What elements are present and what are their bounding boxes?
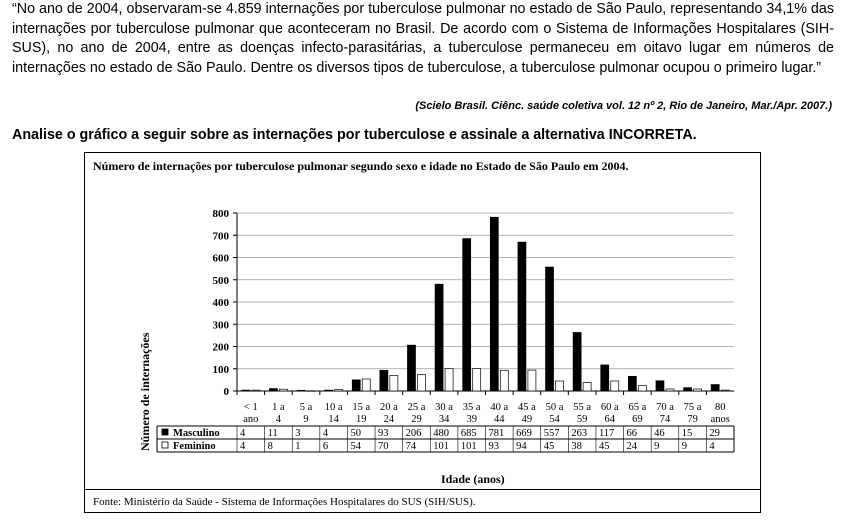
- table-value-masculino: 15: [681, 428, 693, 439]
- category-label-line2: ano: [243, 414, 259, 425]
- y-tick-label: 300: [212, 319, 229, 332]
- category-label-line1: 20 a: [379, 402, 398, 413]
- category-label-line2: 4: [275, 414, 282, 425]
- table-value-masculino: 480: [433, 428, 450, 439]
- table-value-masculino: 117: [598, 428, 615, 439]
- table-value-masculino: 4: [240, 428, 246, 439]
- table-value-feminino: 1: [295, 441, 301, 452]
- table-value-feminino: 45: [543, 441, 555, 452]
- table-value-feminino: 8: [267, 441, 273, 452]
- table-value-masculino: 781: [488, 428, 505, 439]
- bar-feminino-16: [694, 389, 702, 391]
- table-value-feminino: 94: [516, 441, 527, 452]
- category-label-line1: 1 a: [272, 402, 285, 413]
- legend-label-feminino: Feminino: [173, 441, 216, 452]
- table-value-feminino: 4: [709, 441, 715, 452]
- table-value-feminino: 101: [433, 441, 450, 452]
- bar-feminino-10: [528, 370, 536, 391]
- y-tick-label: 800: [212, 208, 229, 220]
- table-value-feminino: 54: [350, 441, 361, 452]
- bar-feminino-0: [252, 390, 260, 391]
- table-value-masculino: 206: [405, 428, 422, 439]
- bar-masculino-5: [380, 370, 388, 391]
- category-label-line2: 64: [604, 414, 615, 425]
- table-value-masculino: 685: [460, 428, 477, 439]
- bar-masculino-1: [269, 389, 277, 391]
- y-tick-label: 700: [212, 230, 229, 243]
- category-label-line2: 19: [356, 414, 367, 425]
- category-label-line1: 50 a: [545, 402, 564, 413]
- figure-separator: [85, 489, 760, 490]
- bar-feminino-9: [500, 370, 508, 391]
- table-value-masculino: 66: [626, 428, 638, 439]
- chart-title: Número de internações por tuberculose pulmonar segundo sexo e idade no Estado de São Paulo em 2004.: [93, 159, 629, 173]
- table-value-masculino: 3: [295, 428, 301, 439]
- table-value-feminino: 9: [654, 441, 660, 452]
- table-value-masculino: 93: [378, 428, 389, 439]
- bar-feminino-5: [390, 375, 398, 391]
- bar-masculino-3: [325, 390, 333, 391]
- category-label-line1: 10 a: [324, 402, 343, 413]
- category-label-line2: anos: [710, 414, 730, 425]
- table-value-feminino: 70: [378, 441, 389, 452]
- bar-masculino-13: [601, 365, 609, 391]
- category-label-line2: 9: [303, 414, 309, 425]
- y-tick-label: 400: [212, 297, 229, 309]
- table-value-masculino: 46: [654, 428, 665, 439]
- question-text: Analise o gráfico a seguir sobre as internações por tuberculose e assinale a alternativa INCORRETA.: [12, 127, 697, 143]
- bar-masculino-7: [435, 284, 443, 391]
- bar-masculino-16: [684, 388, 692, 391]
- y-tick-label: 500: [212, 274, 229, 287]
- table-value-feminino: 45: [598, 441, 610, 452]
- table-value-masculino: 4: [322, 428, 329, 439]
- category-label-line2: 49: [521, 414, 533, 425]
- y-axis-label: Número de internações: [138, 332, 152, 451]
- category-label-line2: 24: [383, 414, 395, 425]
- y-tick-label: 600: [212, 252, 229, 265]
- category-label-line1: 75 a: [683, 402, 702, 413]
- bar-feminino-13: [611, 381, 619, 391]
- bar-masculino-17: [711, 385, 719, 391]
- bar-masculino-9: [490, 217, 498, 391]
- bar-feminino-2: [307, 391, 315, 392]
- table-value-feminino: 9: [681, 441, 688, 452]
- category-label-line2: 69: [632, 414, 643, 425]
- y-tick-label: 100: [212, 363, 229, 376]
- category-label-line2: 14: [328, 414, 339, 425]
- table-value-feminino: 74: [405, 441, 417, 452]
- table-value-feminino: 101: [460, 441, 477, 452]
- intro-paragraph: “No ano de 2004, observaram-se 4.859 internações por tuberculose pulmonar no estado de São Paulo, representando 34,1% das internações por tuberculose pulmonar que aconteceram no Brasil. De acordo com o Sistema de Informações Hospitalares (SIH-SUS), no ano de 2004, entre as doenças infecto-parasitárias, a tuberculose permaneceu em oitavo lugar em números de internações no estado de São Paulo. Dentre os diversos tipos de tuberculose, a tuberculose pulmonar ocupou o primeiro lugar.”: [12, 1, 834, 76]
- bar-feminino-14: [638, 386, 646, 391]
- bar-masculino-14: [628, 376, 636, 391]
- bar-feminino-11: [556, 381, 564, 391]
- category-label-line1: 35 a: [462, 402, 481, 413]
- bar-masculino-15: [656, 381, 664, 391]
- bar-feminino-7: [445, 369, 453, 391]
- category-label-line1: 55 a: [573, 402, 592, 413]
- y-tick-label: 200: [212, 341, 229, 354]
- category-label-line1: 60 a: [600, 402, 619, 413]
- category-label-line2: 74: [659, 414, 671, 425]
- table-value-feminino: 93: [488, 441, 499, 452]
- category-label-line2: 54: [549, 414, 560, 425]
- y-tick-label: 0: [223, 386, 229, 398]
- category-label-line1: 40 a: [490, 402, 509, 413]
- table-value-feminino: 6: [322, 441, 329, 452]
- table-value-feminino: 4: [240, 441, 246, 452]
- category-label-line2: 79: [687, 414, 698, 425]
- table-value-masculino: 669: [516, 428, 532, 439]
- bar-feminino-8: [473, 369, 481, 391]
- table-value-feminino: 38: [571, 441, 582, 452]
- category-label-line1: 30 a: [435, 402, 453, 413]
- bar-feminino-12: [583, 383, 591, 391]
- table-value-masculino: 50: [350, 428, 361, 439]
- bar-masculino-12: [573, 332, 581, 391]
- bar-masculino-8: [463, 239, 471, 391]
- chart-svg: [85, 153, 760, 493]
- bar-feminino-6: [417, 375, 425, 391]
- bar-masculino-11: [546, 267, 554, 391]
- category-label-line2: 44: [494, 414, 505, 425]
- category-label-line1: 15 a: [352, 402, 371, 413]
- figure-source: Fonte: Ministério da Saúde - Sistema de Informações Hospitalares do SUS (SIH/SUS).: [93, 496, 476, 508]
- bar-feminino-1: [279, 389, 287, 391]
- bar-feminino-15: [666, 389, 674, 391]
- citation: (Scielo Brasil. Ciênc. saúde coletiva vol. 12 nº 2, Rio de Janeiro, Mar./Apr. 2007.): [415, 100, 832, 112]
- bar-masculino-10: [518, 242, 526, 391]
- table-value-masculino: 557: [543, 428, 560, 439]
- bar-masculino-4: [352, 380, 360, 391]
- x-axis-label: Idade (anos): [441, 472, 505, 486]
- bar-masculino-6: [407, 345, 415, 391]
- category-label-line1: 45 a: [518, 402, 536, 413]
- bar-masculino-2: [297, 390, 305, 391]
- chart-figure: [84, 152, 761, 513]
- bar-feminino-17: [721, 390, 729, 391]
- category-label-line1: 70 a: [656, 402, 674, 413]
- category-label-line2: 29: [411, 414, 422, 425]
- category-label-line2: 34: [438, 414, 450, 425]
- category-label-line1: < 1: [243, 402, 258, 413]
- legend-marker-masculino: [162, 429, 168, 435]
- category-label-line1: 25 a: [407, 402, 426, 413]
- bar-feminino-3: [335, 390, 343, 391]
- legend-marker-feminino: [162, 442, 168, 448]
- category-label-line1: 5 a: [299, 402, 313, 413]
- table-value-feminino: 24: [626, 441, 638, 452]
- bar-feminino-4: [362, 379, 370, 391]
- table-value-masculino: 11: [267, 428, 278, 439]
- category-label-line1: 65 a: [628, 402, 647, 413]
- legend-label-masculino: Masculino: [173, 428, 220, 439]
- category-label-line2: 39: [466, 414, 477, 425]
- table-value-masculino: 29: [709, 428, 720, 439]
- table-value-masculino: 263: [571, 428, 588, 439]
- bar-masculino-0: [242, 390, 250, 391]
- category-label-line2: 59: [576, 414, 588, 425]
- category-label-line1: 80: [714, 402, 726, 413]
